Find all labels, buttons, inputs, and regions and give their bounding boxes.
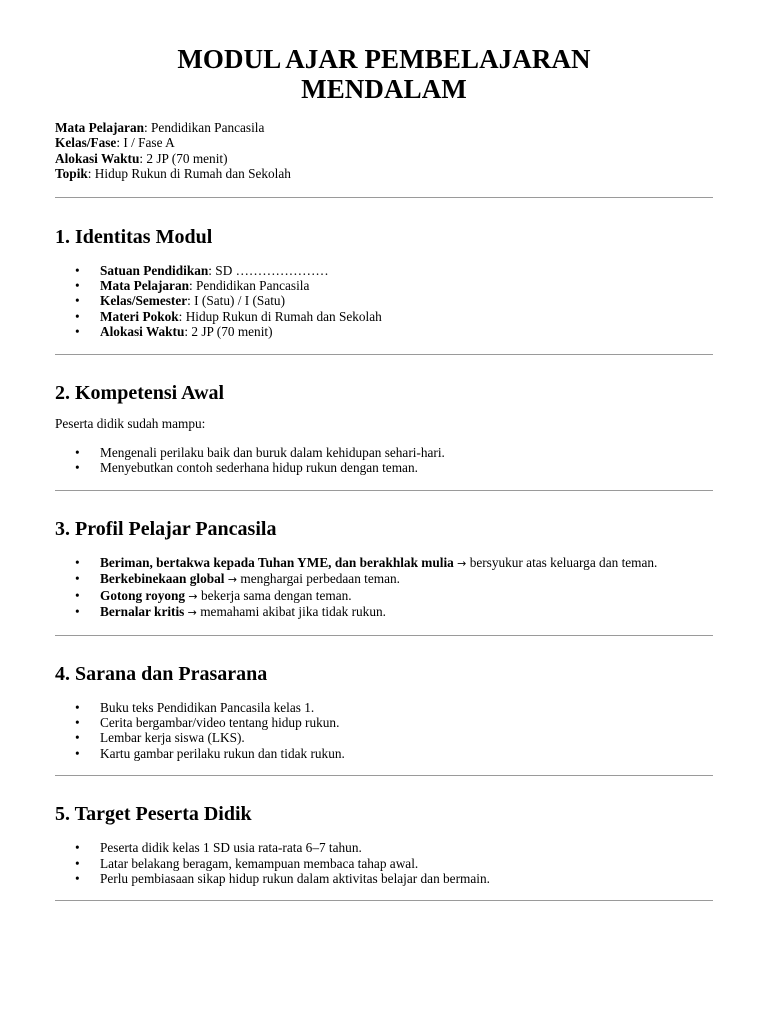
item-text: Perlu pembiasaan sikap hidup rukun dalam aktivitas belajar dan bermain. bbox=[100, 870, 490, 886]
arrow-icon: → bbox=[227, 573, 238, 587]
bullet-icon: • bbox=[75, 730, 80, 746]
item-label: Alokasi Waktu bbox=[100, 324, 185, 340]
meta-topic-value: : Hidup Rukun di Rumah dan Sekolah bbox=[87, 166, 291, 182]
item-label: Kelas/Semester bbox=[100, 293, 188, 309]
bullet-icon: • bbox=[75, 293, 80, 309]
divider bbox=[55, 775, 713, 776]
bullet-icon: • bbox=[75, 604, 80, 620]
list-item bbox=[55, 324, 713, 339]
arrow-icon: → bbox=[188, 589, 198, 603]
meta-class-value: : I / Fase A bbox=[116, 135, 175, 151]
item-label: Beriman, bertakwa kepada Tuhan YME, dan berakhlak mulia bbox=[100, 554, 454, 570]
list-item bbox=[55, 278, 713, 293]
list-item bbox=[55, 746, 713, 761]
identitas-list bbox=[55, 263, 713, 340]
kompetensi-list bbox=[55, 445, 713, 476]
bullet-icon: • bbox=[75, 571, 80, 587]
meta-subject-value: : Pendidikan Pancasila bbox=[144, 120, 265, 135]
item-text: Cerita bergambar/video tentang hidup rukun. bbox=[100, 714, 340, 730]
meta-time bbox=[55, 151, 713, 166]
item-value: : SD ………………… bbox=[208, 262, 329, 278]
section-heading-target: 5. Target Peserta Didik bbox=[55, 803, 252, 826]
target-list bbox=[55, 840, 713, 886]
divider bbox=[55, 197, 713, 198]
item-text: Mengenali perilaku baik dan buruk dalam kehidupan sehari-hari. bbox=[100, 445, 445, 461]
bullet-icon: • bbox=[75, 460, 80, 476]
divider bbox=[55, 354, 713, 355]
list-item bbox=[55, 571, 713, 587]
list-item bbox=[55, 871, 713, 886]
item-value: memahami akibat jika tidak rukun. bbox=[200, 604, 386, 620]
meta-topic bbox=[55, 166, 713, 181]
list-item bbox=[55, 309, 713, 324]
meta-time-label: Alokasi Waktu bbox=[55, 150, 140, 166]
item-text: Kartu gambar perilaku rukun dan tidak rukun. bbox=[100, 745, 345, 761]
item-text: Latar belakang beragam, kemampuan membaca tahap awal. bbox=[100, 855, 419, 871]
item-value: bekerja sama dengan teman. bbox=[200, 587, 352, 603]
bullet-icon: • bbox=[75, 587, 80, 603]
item-label: Berkebinekaan global bbox=[100, 571, 225, 587]
section-heading-identitas: 1. Identitas Modul bbox=[55, 225, 213, 248]
list-item bbox=[55, 460, 713, 475]
bullet-icon: • bbox=[75, 324, 80, 340]
item-label: Materi Pokok bbox=[100, 308, 179, 324]
item-text: Buku teks Pendidikan Pancasila kelas 1. bbox=[100, 699, 315, 715]
document-title bbox=[55, 44, 713, 104]
bullet-icon: • bbox=[75, 554, 80, 570]
list-item bbox=[55, 840, 713, 855]
section-heading-kompetensi: 2. Kompetensi Awal bbox=[55, 381, 225, 404]
bullet-icon: • bbox=[75, 262, 80, 278]
list-item bbox=[55, 730, 713, 745]
list-item bbox=[55, 715, 713, 730]
item-text: Menyebutkan contoh sederhana hidup rukun dengan teman. bbox=[100, 460, 418, 476]
item-label: Mata Pelajaran bbox=[100, 278, 189, 294]
bullet-icon: • bbox=[75, 445, 80, 461]
item-label: Gotong royong bbox=[100, 587, 186, 603]
bullet-icon: • bbox=[75, 308, 80, 324]
divider bbox=[55, 635, 713, 636]
title-line-1: MODUL AJAR PEMBELAJARAN bbox=[177, 44, 591, 74]
list-item bbox=[55, 604, 713, 620]
bullet-icon: • bbox=[75, 840, 80, 856]
bullet-icon: • bbox=[75, 699, 80, 715]
list-item bbox=[55, 700, 713, 715]
item-value: : 2 JP (70 menit) bbox=[184, 324, 273, 340]
meta-class bbox=[55, 135, 713, 150]
bullet-icon: • bbox=[75, 870, 80, 886]
section-heading-profil: 3. Profil Pelajar Pancasila bbox=[55, 517, 277, 540]
list-item bbox=[55, 555, 713, 571]
item-value: : I (Satu) / I (Satu) bbox=[187, 293, 285, 309]
item-label: Satuan Pendidikan bbox=[100, 262, 209, 278]
kompetensi-intro: Peserta didik sudah mampu: bbox=[55, 415, 206, 431]
bullet-icon: • bbox=[75, 855, 80, 871]
bullet-icon: • bbox=[75, 278, 80, 294]
profil-list bbox=[55, 555, 713, 621]
item-text: Lembar kerja siswa (LKS). bbox=[100, 730, 245, 746]
item-value: : Pendidikan Pancasila bbox=[189, 278, 310, 294]
meta-class-label: Kelas/Fase bbox=[55, 135, 117, 151]
meta-subject-label: Mata Pelajaran bbox=[55, 120, 144, 135]
arrow-icon: → bbox=[457, 556, 467, 570]
meta-time-value: : 2 JP (70 menit) bbox=[139, 150, 228, 166]
sarana-list bbox=[55, 700, 713, 762]
arrow-icon: → bbox=[187, 606, 197, 620]
list-item bbox=[55, 445, 713, 460]
list-item bbox=[55, 588, 713, 604]
bullet-icon: • bbox=[75, 745, 80, 761]
divider bbox=[55, 490, 713, 491]
item-value: menghargai perbedaan teman. bbox=[240, 571, 400, 587]
item-text: Peserta didik kelas 1 SD usia rata-rata 6–7 tahun. bbox=[100, 840, 362, 856]
meta-subject bbox=[55, 120, 713, 135]
item-label: Bernalar kritis bbox=[100, 604, 185, 620]
item-value: bersyukur atas keluarga dan teman. bbox=[469, 554, 658, 570]
title-line-2: MENDALAM bbox=[301, 74, 467, 104]
document-meta bbox=[55, 120, 713, 182]
list-item bbox=[55, 856, 713, 871]
section-heading-sarana: 4. Sarana dan Prasarana bbox=[55, 662, 268, 685]
bullet-icon: • bbox=[75, 714, 80, 730]
meta-topic-label: Topik bbox=[55, 166, 88, 182]
list-item bbox=[55, 263, 713, 278]
list-item bbox=[55, 293, 713, 308]
divider bbox=[55, 900, 713, 901]
item-value: : Hidup Rukun di Rumah dan Sekolah bbox=[178, 308, 382, 324]
